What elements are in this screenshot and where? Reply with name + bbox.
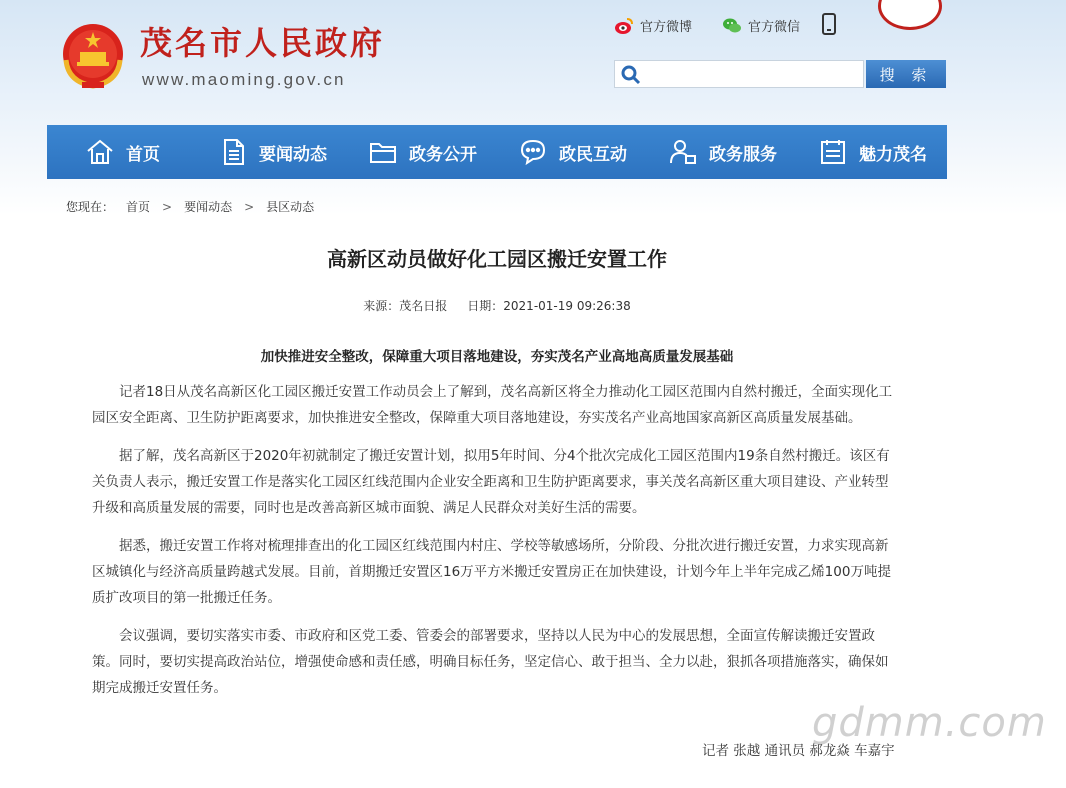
search-box: [614, 60, 864, 88]
user-service-icon: [667, 136, 699, 168]
national-emblem-icon: [58, 20, 128, 92]
breadcrumb: [66, 198, 314, 215]
wechat-link[interactable]: [722, 16, 800, 35]
site-url: www.maoming.gov.cn: [142, 70, 346, 89]
search-button[interactable]: 搜 索: [866, 60, 946, 88]
weibo-label: 官方微博: [640, 20, 693, 35]
article-paragraph: 记者18日从茂名高新区化工园区搬迁安置工作动员会上了解到，茂名高新区将全力推动化工园区范围内自然村搬迁，全面实现化工园区安全距离、卫生防护距离要求，加快推进安全整改，保障重大项目落地建设，夯实茂名产业高地国家高新区高质量发展基础。: [92, 384, 893, 426]
wechat-icon: [722, 17, 742, 35]
article-paragraph: 会议强调，要切实落实市委、市政府和区党工委、管委会的部署要求，坚持以人民为中心的发展思想，全面宣传解读搬迁安置政策。同时，要切实提高政治站位，增强使命感和责任感，明确目标任务，坚定信心、敢于担当、全力以赴，狠抓各项措施落实，确保如期完成搬迁安置任务。: [92, 628, 889, 696]
nav-item-news[interactable]: [197, 125, 347, 179]
book-icon: [817, 136, 849, 168]
nav-label: 首页: [126, 144, 160, 165]
nav-item-services[interactable]: [647, 125, 797, 179]
nav-label: 魅力茂名: [859, 144, 927, 165]
breadcrumb-link-home[interactable]: 首页: [126, 200, 151, 214]
nav-label: 要闻动态: [259, 144, 327, 165]
search-input[interactable]: [647, 63, 861, 87]
watermark: gdmm.com: [812, 700, 1047, 746]
folder-icon: [367, 136, 399, 168]
home-icon: [84, 136, 116, 168]
article-date: 日期：2021-01-19 09:26:38: [467, 299, 631, 313]
document-icon: [217, 136, 249, 168]
search-icon: [621, 65, 641, 85]
nav-label: 政民互动: [559, 144, 627, 165]
chevron-right-icon: >: [244, 199, 255, 214]
article-byline: 记者 张越 通讯员 郝龙焱 车嘉宇: [702, 743, 895, 759]
nav-item-home[interactable]: [47, 125, 197, 179]
article-paragraph: 据了解，茂名高新区于2020年初就制定了搬迁安置计划，拟用5年时间、分4个批次完成化工园区范围内19条自然村搬迁。该区有关负责人表示，搬迁安置工作是落实化工园区红线范围内企业安全距离和卫生防护距离要求，事关茂名高新区重大项目建设、产业转型升级和高质量发展的需要，同时也是改善高新区城市面貌、满足人民群众对美好生活的需要。: [92, 448, 890, 516]
nav-item-charm[interactable]: [797, 125, 947, 179]
breadcrumb-link-news[interactable]: 要闻动态: [184, 200, 233, 214]
article-subhead: 加快推进安全整改，保障重大项目落地建设，夯实茂名产业高地高质量发展基础: [260, 349, 734, 365]
wechat-label: 官方微信: [748, 20, 801, 35]
chevron-right-icon: >: [162, 199, 173, 214]
nav-item-interaction[interactable]: [497, 125, 647, 179]
article-title: 高新区动员做好化工园区搬迁安置工作: [327, 247, 667, 271]
article-source: 来源：茂名日报: [363, 299, 448, 313]
nav-label: 政务服务: [709, 144, 777, 165]
nav-label: 政务公开: [409, 144, 477, 165]
breadcrumb-prefix: 您现在：: [66, 200, 115, 214]
nav-item-gov-info[interactable]: [347, 125, 497, 179]
mobile-phone-icon[interactable]: [822, 13, 836, 35]
main-nav: [47, 125, 947, 179]
chat-icon: [517, 136, 549, 168]
article-meta: [0, 297, 994, 314]
breadcrumb-link-county[interactable]: 县区动态: [266, 200, 315, 214]
article-body: [92, 379, 898, 713]
article-paragraph: 据悉，搬迁安置工作将对梳理排查出的化工园区红线范围内村庄、学校等敏感场所，分阶段、分批次进行搬迁安置，力求实现高新区城镇化与经济高质量跨越式发展。目前，首期搬迁安置区16万平方米搬迁安置房正在加快建设，计划今年上半年完成乙烯100万吨提质扩改项目的第一批搬迁任务。: [92, 538, 891, 606]
weibo-icon: [614, 17, 634, 35]
weibo-link[interactable]: [614, 16, 692, 35]
site-title[interactable]: 茂名市人民政府: [140, 24, 386, 62]
